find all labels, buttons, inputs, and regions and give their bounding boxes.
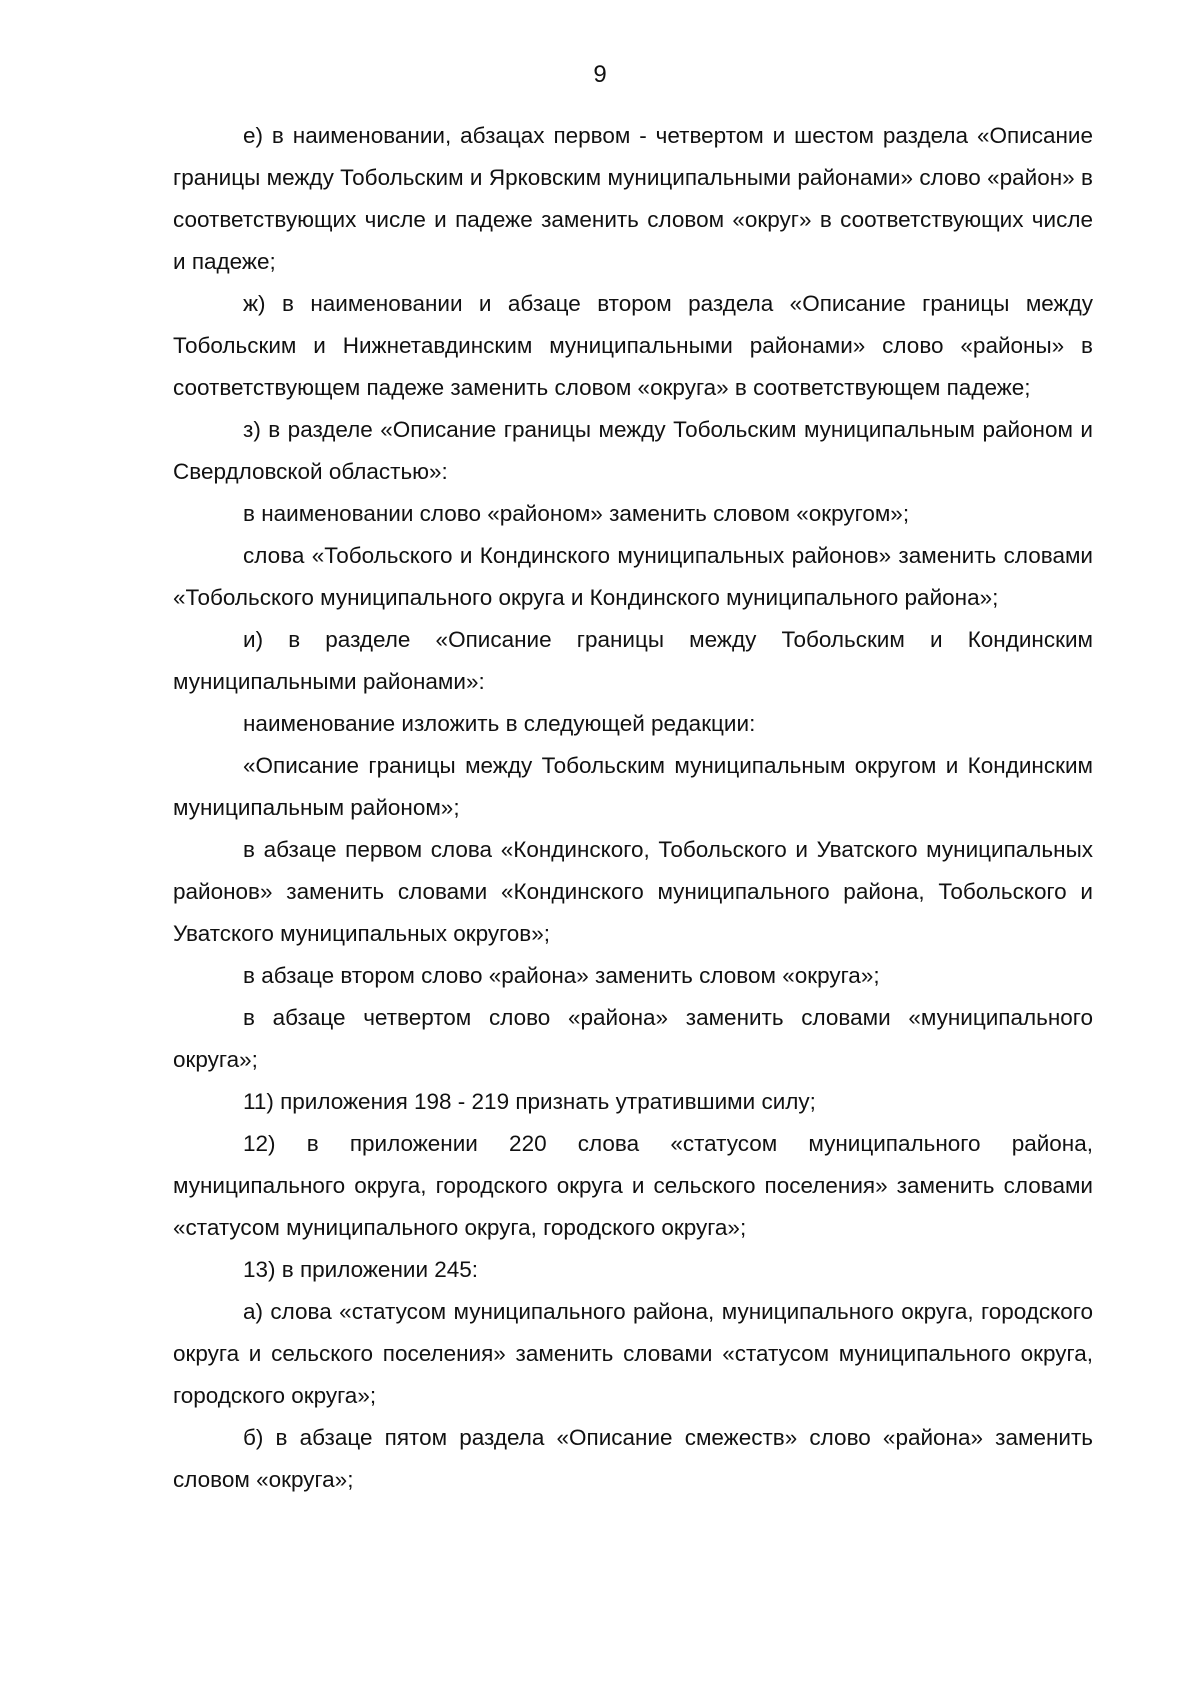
- paragraph: б) в абзаце пятом раздела «Описание смежеств» слово «района» заменить словом «округа»;: [173, 1425, 1093, 1492]
- paragraph: 13) в приложении 245:: [243, 1257, 479, 1282]
- paragraph: и) в разделе «Описание границы между Тобольским и Кондинским муниципальными районами»:: [173, 627, 1093, 694]
- paragraph: наименование изложить в следующей редакции:: [243, 711, 756, 736]
- paragraph: 11) приложения 198 - 219 признать утратившими силу;: [243, 1089, 816, 1114]
- paragraph: «Описание границы между Тобольским муниципальным округом и Кондинским муниципальным районом»;: [173, 753, 1093, 820]
- paragraph: з) в разделе «Описание границы между Тобольским муниципальным районом и Свердловской областью»:: [173, 417, 1093, 484]
- paragraph: в абзаце четвертом слово «района» заменить словами «муниципального округа»;: [173, 1005, 1093, 1072]
- paragraph: е) в наименовании, абзацах первом - четвертом и шестом раздела «Описание границы между Тобольским и Ярковским муниципальными районами» слово «район» в соответствующих числе и падеже заменить словом «округ» в соответствующих числе и падеже;: [173, 123, 1093, 274]
- paragraph: а) слова «статусом муниципального района, муниципального округа, городского округа и сельского поселения» заменить словами «статусом муниципального округа, городского округа»;: [173, 1299, 1093, 1408]
- paragraph: слова «Тобольского и Кондинского муниципальных районов» заменить словами «Тобольского муниципального округа и Кондинского муниципального района»;: [173, 543, 1093, 610]
- page-number: 9: [593, 61, 607, 88]
- paragraph: 12) в приложении 220 слова «статусом муниципального района, муниципального округа, городского округа и сельского поселения» заменить словами «статусом муниципального округа, городского округа»;: [173, 1131, 1093, 1240]
- paragraph: в абзаце втором слово «района» заменить словом «округа»;: [243, 963, 880, 988]
- paragraph: ж) в наименовании и абзаце втором раздела «Описание границы между Тобольским и Нижнетавдинским муниципальными районами» слово «районы» в соответствующем падеже заменить словом «округа» в соответствующем падеже;: [173, 291, 1093, 400]
- paragraph: в абзаце первом слова «Кондинского, Тобольского и Уватского муниципальных районов» заменить словами «Кондинского муниципального района, Тобольского и Уватского муниципальных округов»;: [173, 837, 1093, 946]
- paragraph: в наименовании слово «районом» заменить словом «округом»;: [243, 501, 910, 526]
- document-body: [173, 115, 1093, 1501]
